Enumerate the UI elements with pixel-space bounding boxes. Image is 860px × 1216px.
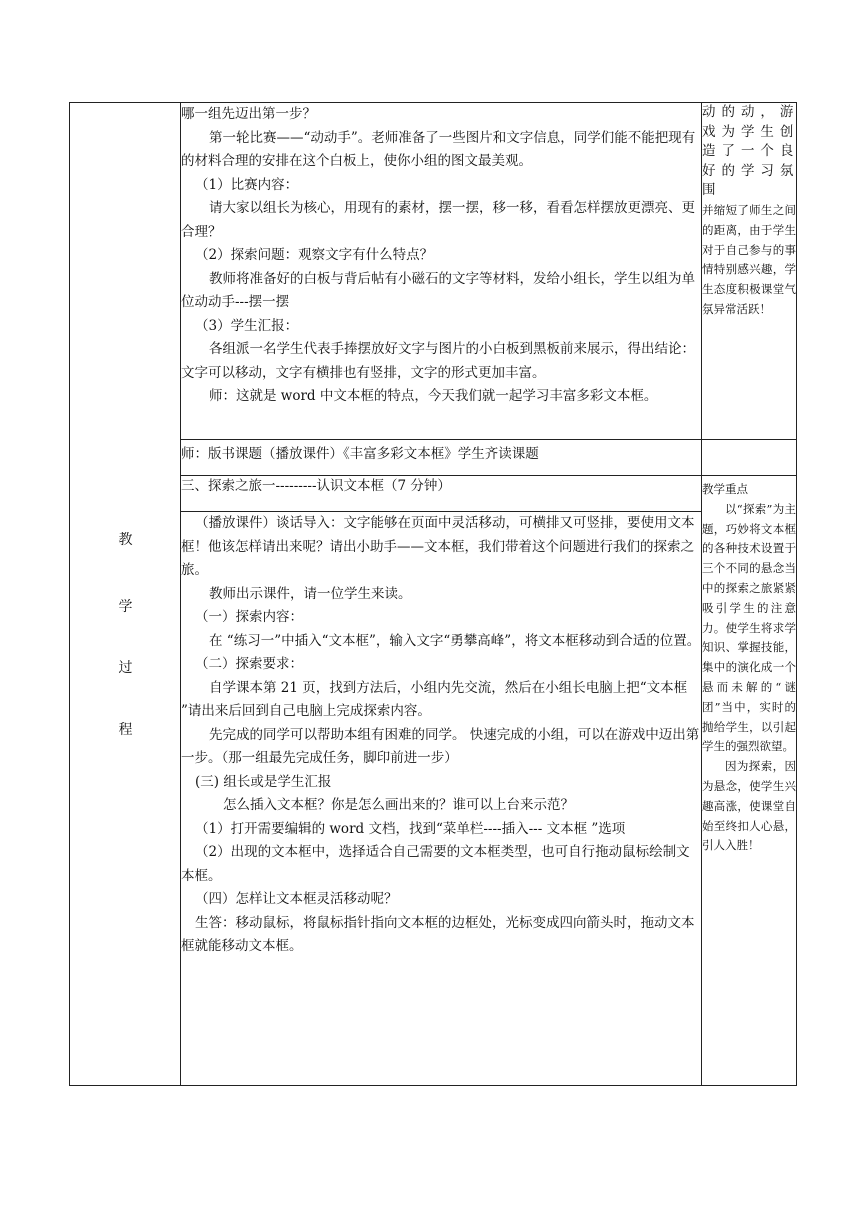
stage-char: 教 [118,532,133,548]
stage-char: 过 [118,660,133,676]
text-line: （3）学生汇报： [195,317,299,334]
stage-label-cell [70,103,181,1086]
text-line: 在 “练习一”中插入“文本框”，输入文字“勇攀高峰”，将文本框移动到合适的位置。 [209,632,701,649]
text-line: 怎么插入文本框？你是怎么画出来的？谁可以上台来示范？ [223,797,574,813]
text-line: （二）探索要求： [195,656,303,672]
note-title: 教学重点 [702,482,748,496]
note-body: 并缩短了师生之间的距离，由于学生对于自己参与的事情特别感兴趣，学生态度积极课堂气氛异常活跃！ [702,202,796,316]
title-row-cell [181,440,702,476]
lesson-plan-table [69,102,797,1086]
note-body: 因为探索，因为悬念，使学生兴趣高涨，使课堂自始至终扣人心悬，引人入胜！ [702,759,796,853]
text-line: 师：版书课题（播放课件）《丰富多彩文本框》学生齐读课题 [181,446,539,462]
text-line: （2）出现的文本框中，选择适合自己需要的文本框类型，也可自行拖动鼠标绘制文本框。 [181,844,690,884]
text-line: 请大家以组长为核心，用现有的素材，摆一摆，移一移，看看怎样摆放更漂亮、更合理？ [181,200,695,240]
text-line: （1）比赛内容： [195,176,299,193]
text-line: （一）探索内容： [195,609,303,625]
empty-note-cell [702,440,797,476]
note-lead: 动的动，游戏为学生创造了一个良好的学习氛围 [702,104,796,199]
text-line: 自学课本第 21 页，找到方法后，小组内先交流，然后在小组长电脑上把“文本框 ”请出来后回到自己电脑上完成探索内容。 [181,679,688,719]
design-note-cell [702,103,797,440]
text-line: 师：这就是 word 中文本框的特点，今天我们就一起学习丰富多彩文本框。 [209,388,658,404]
activity-cell [181,512,702,1086]
note-body: 以“探索”为主题，巧妙将文本框的各种技术设置于三个不同的悬念当中的探索之旅紧紧吸引学生的注意力。使学生将求学知识、掌握技能，集中的演化成一个悬而未解的“谜团”当中，实时的抛给学生，以引起学生的强烈欲望。 [702,501,796,754]
text-line: 先完成的同学可以帮助本组有困难的同学。 快速完成的小组，可以在游戏中迈出第一步。（那一组最先完成任务，脚印前进一步） [181,726,700,766]
section-title-cell [181,476,702,512]
stage-char: 学 [118,599,133,615]
text-line: 生答：移动鼠标，将鼠标指针指向文本框的边框处，光标变成四向箭头时，拖动文本框就能移动文本框。 [181,914,695,954]
text-line: （1）打开需要编辑的 word 文档，找到“菜单栏----插入--- 文本框 ”选项 [195,820,626,837]
text-line: 教师将准备好的白板与背后帖有小磁石的文字等材料，发给小组长，学生以组为单位动动手---摆一摆 [181,270,695,310]
text-line: （2）探索问题：观察文字有什么特点？ [195,247,434,263]
text-line: （四）怎样让文本框灵活移动呢？ [195,891,398,907]
lesson-page [69,102,860,1086]
text-line: 各组派一名学生代表手捧摆放好文字与图片的小白板到黑板前来展示，得出结论：文字可以移动，文字有横排也有竖排，文字的形式更加丰富。 [181,341,695,381]
text-line: （播放课件）谈话导入：文字能够在页面中灵活移动，可横排又可竖排，要使用文本框！他该怎样请出来呢？请出小助手——文本框，我们带着这个问题进行我们的探索之旅。 [181,515,695,578]
text-line: 教师出示课件，请一位学生来读。 [209,585,412,602]
activity-cell [181,103,702,440]
text-line: 第一轮比赛——“动动手”。老师准备了一些图片和文字信息，同学们能不能把现有的材料合理的安排在这个白板上，使你小组的图文最美观。 [181,129,696,169]
section-title: 三、探索之旅一---------认识文本框（7 分钟） [181,478,451,494]
text-line: (三) 组长或是学生汇报 [195,773,332,790]
design-note-cell [702,476,797,1086]
text-line: 哪一组先迈出第一步？ [181,106,316,122]
stage-char: 程 [118,722,133,738]
